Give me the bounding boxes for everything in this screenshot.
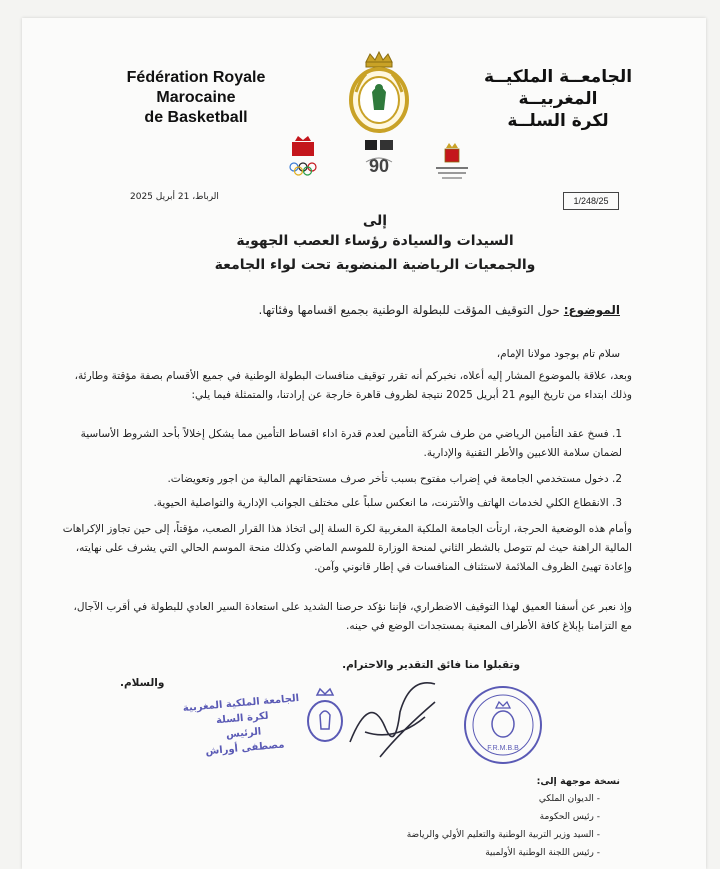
cc-item: - رئيس اللجنة الوطنية الأولمبية [300, 844, 600, 862]
federation-name-fr [86, 68, 306, 128]
svg-text:90: 90 [368, 156, 390, 176]
president-stamp [181, 691, 306, 761]
cc-item: - الديوان الملكي [300, 790, 600, 808]
body-intro: وبعد، علاقة بالموضوع المشار إليه أعلاه، نخبركم أنه تقرر توقيف منافسات البطولة الوطنية في جميع الأقسام بصفة مؤقتة وطارئة، وذلك ابتداء من تاريخ اليوم 21 أبريل 2025 نتيجة لظروف قاهرة خارجة عن إرادتنا، والمتمثلة فيما يلي: [74, 370, 632, 401]
addressee-to: إلى [362, 213, 388, 229]
round-federation-stamp [462, 684, 544, 766]
letter-date: الرباط، 21 أبريل 2025 [130, 192, 219, 202]
stamp-line1: الجامعة الملكية المغربية [182, 693, 300, 715]
cc-title: نسخة موجهة إلى: [536, 776, 620, 787]
closing-line: وتقبلوا منا فائق التقدير والاحترام. [342, 659, 520, 671]
fiba-90-anniversary-logo [362, 138, 396, 182]
federation-name-ar-line2: لكرة السلــة [507, 111, 609, 131]
reference-number: 1/248/25 [563, 192, 619, 210]
cc-item: - رئيس الحكومة [300, 808, 600, 826]
body-paragraph-2: وأمام هذه الوضعية الحرجة، ارتأت الجامعة الملكية المغربية لكرة السلة إلى اتخاذ هذا القرار الصعب، مؤقتاً، إلى حين تجاوز الإكراهات المالية الراهنة حيث لم تتوصل بالشطر الثاني لمنحة الوزارة للموسم الماضي وكذلك منحة الموسم الحالي التي يشرف على نهايته، وإعادة تهيئ الظروف الملائمة لاستئناف المنافسات في إطار قانوني وآمن. [62, 523, 632, 573]
ministry-emblem-logo [432, 140, 472, 182]
subject-text: حول التوقيف المؤقت للبطولة الوطنية بجميع اقسامها وفئاتها. [258, 303, 560, 317]
federation-name-fr-line1: Fédération Royale Marocaine [126, 69, 266, 106]
greeting: سلام تام بوجود مولانا الإمام، [496, 348, 620, 360]
subject-line [120, 303, 620, 317]
handwritten-signature [340, 672, 450, 767]
stamp-line2: لكرة السلة [215, 710, 270, 727]
federation-name-ar [448, 66, 668, 132]
cc-item: - السيد وزير التربية الوطنية والتعليم الأولي والرياضة [300, 826, 600, 844]
body-paragraph-3: وإذ نعبر عن أسفنا العميق لهذا التوقيف الاضطراري، فإننا نؤكد حرصنا الشديد على استعادة السير العادي للبطولة في أقرب الآجال، مع التزامنا بإبلاغ كافة الأطراف المعنية بمستجدات الوضع في حينه. [73, 601, 632, 632]
federation-name-ar-line1: الجامعــة الملكيــة المغربيــة [483, 67, 633, 109]
federation-crest-logo [346, 50, 412, 134]
salutation: والسلام. [120, 677, 165, 689]
body-item-2: 2. دخول مستخدمي الجامعة في إضراب مفتوح بسبب تأخر صرف مستحقاتهم المالية من اجور وتعويضات. [167, 473, 622, 485]
body-item-1: 1. فسخ عقد التأمين الرياضي من طرف شركة التأمين لعدم قدرة اداء اقساط التأمين مما يشكل إخلالاً بأحد الشروط الأساسية لضمان سلامة اللاعبين والأطر التقنية والإدارية. [80, 428, 622, 459]
olympic-committee-logo [285, 133, 321, 179]
cc-list [300, 790, 600, 862]
stamp-line3: الرئيس [225, 726, 262, 741]
subject-label: الموضوع: [563, 303, 620, 317]
federation-name-fr-line2: de Basketball [144, 109, 248, 126]
round-stamp-text: F.R.M.B.B [487, 745, 519, 752]
addressee-line2: والجمعيات الرياضية المنضوية تحت لواء الجامعة [214, 257, 536, 273]
body-item-3: 3. الانقطاع الكلي لخدمات الهاتف والأنترنت، ما انعكس سلباً على مختلف الجوانب الإدارية والتواصلية الحيوية. [153, 497, 622, 509]
addressee-line1: السيدات والسيادة رؤساء العصب الجهوية [236, 233, 514, 249]
stamp-line4: مصطفى أوراش [205, 739, 285, 758]
